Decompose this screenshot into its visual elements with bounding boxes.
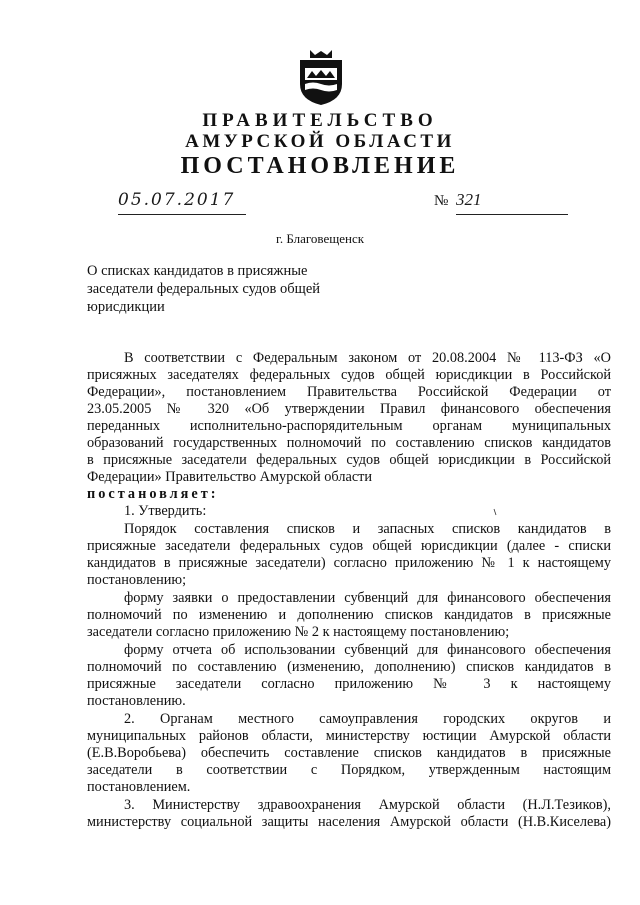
body-line: образований государственных полномочий по составлению списков кандидатов (87, 435, 611, 451)
body-line: министерству социальной защиты населения Амурской области (Н.В.Киселева) (87, 814, 611, 830)
body-line: Федерации», постановлением Правительства Российской Федерации от (87, 384, 611, 400)
body-line: присяжных заседателях федеральных судов общей юрисдикции в Российской (87, 367, 611, 383)
body-line: 3. Министерству здравоохранения Амурской области (Н.Л.Тезиков), (124, 797, 611, 813)
city: г. Благовещенск (275, 231, 365, 246)
body-line: переданных исполнительно-распорядительным органам муниципальных (87, 418, 611, 434)
body-line: полномочий по составлению (изменению, дополнению) списков кандидатов в (87, 659, 611, 675)
ink-mark (493, 508, 497, 516)
clause-1-heading: 1. Утвердить: (124, 503, 207, 519)
body-line: присяжные заседатели федеральных судов общей юрисдикции (далее - списки (87, 538, 611, 554)
body-line: в присяжные заседатели федеральных судов общей юрисдикции в Российской (87, 452, 611, 468)
body-line: форму отчета об использовании субвенций для финансового обеспечения (124, 642, 611, 658)
coat-of-arms-icon (296, 48, 346, 106)
body-line: форму заявки о предоставлении субвенций для финансового обеспечения (124, 590, 611, 606)
body-line: постановлению. (87, 693, 186, 709)
body-line: Порядок составления списков и запасных списков кандидатов в (124, 521, 611, 537)
body-line: муниципальных районов области, министерству юстиции Амурской области (87, 728, 611, 744)
body-line: заседатели в соответствии с Порядком, утвержденным настоящим (87, 762, 611, 778)
number-label: № (434, 193, 449, 209)
body-line: 2. Органам местного самоуправления городских округов и (124, 711, 611, 727)
document-number: 321 (456, 190, 568, 215)
region-title: АМУРСКОЙ ОБЛАСТИ (185, 131, 455, 152)
body-line: присяжные заседатели согласно приложению № 3 к настоящему (87, 676, 611, 692)
government-title: ПРАВИТЕЛЬСТВО (202, 110, 438, 131)
document-type: ПОСТАНОВЛЕНИЕ (180, 153, 460, 179)
body-line: постановлению; (87, 572, 187, 588)
body-line: заседатели согласно приложению № 2 к настоящему постановлению; (87, 624, 510, 640)
body-line: кандидатов в присяжные заседатели) согласно приложению № 1 к настоящему (87, 555, 611, 571)
body-line: полномочий по изменению и дополнению списков кандидатов в присяжные (87, 607, 611, 623)
body-line: (Е.В.Воробьева) обеспечить составление списков кандидатов в присяжные (87, 745, 611, 761)
body-line: постановлением. (87, 779, 191, 795)
body-line: В соответствии с Федеральным законом от 20.08.2004 № 113-ФЗ «О (124, 350, 611, 366)
decree-verb: постановляет: (87, 486, 219, 502)
body-line: Федерации» Правительство Амурской области (87, 469, 373, 485)
body-line: 23.05.2005 № 320 «Об утверждении Правил финансового обеспечения (87, 401, 611, 417)
document-date: 05.07.2017 (118, 190, 246, 215)
document-subject: О списках кандидатов в присяжные заседатели федеральных судов общей юрисдикции (87, 263, 321, 315)
